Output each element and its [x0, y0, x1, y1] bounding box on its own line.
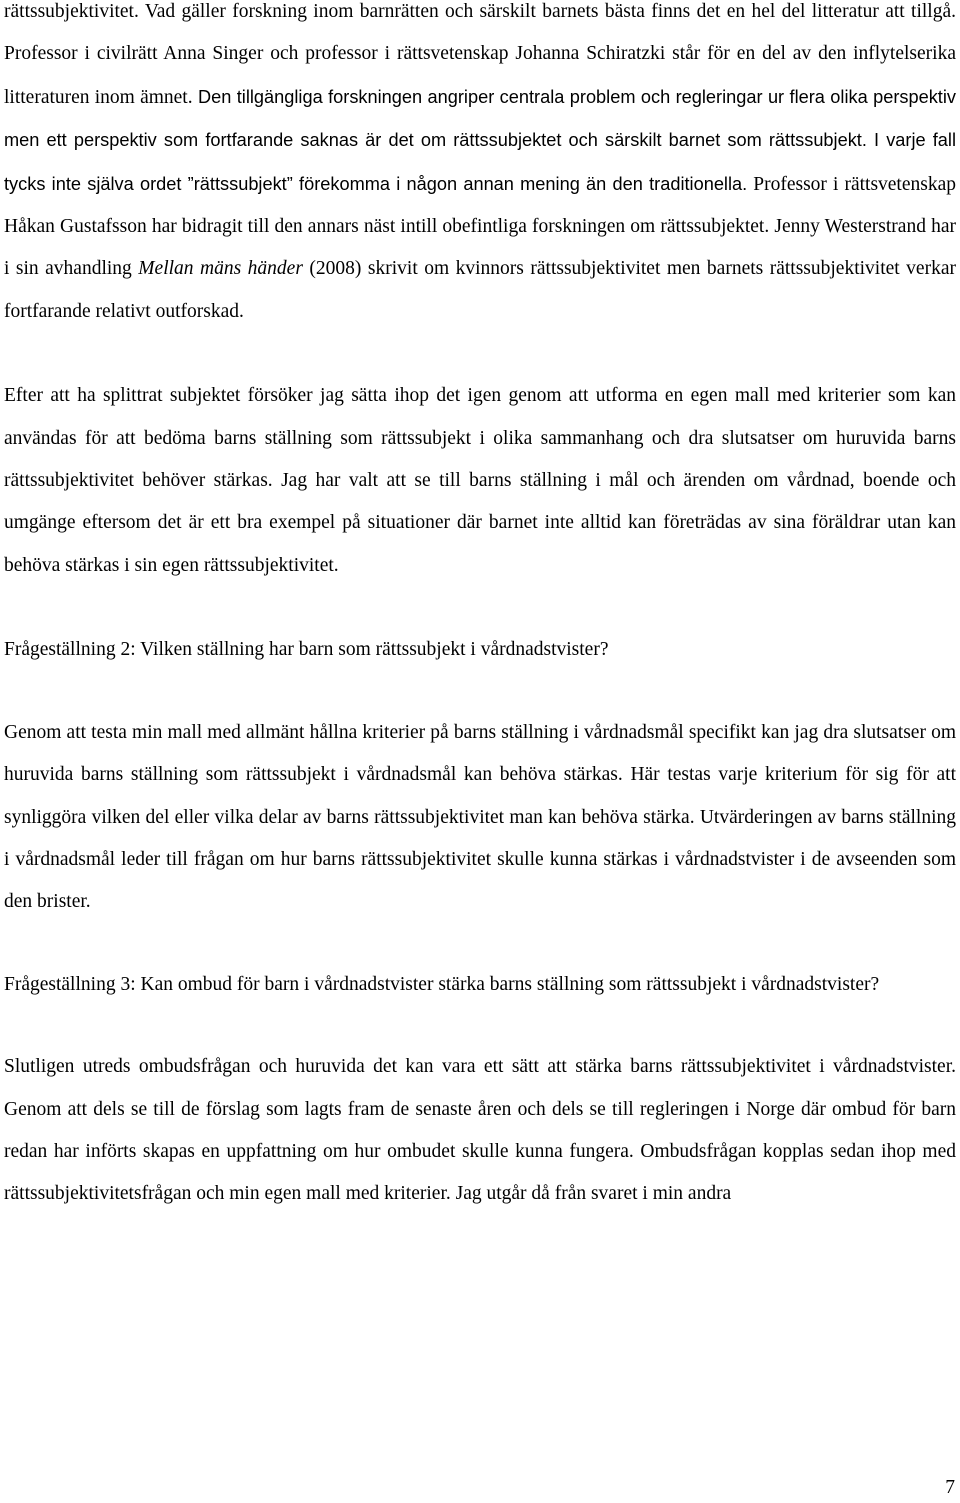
book-title: Mellan mäns händer [138, 258, 303, 280]
text-segment: Jenny Westerstrand har i sin avhandling [4, 216, 957, 280]
document-page [4, 0, 956, 1216]
text-segment: rättssubjektivitet. Vad gäller forskning inom barnrätten och särskilt barnets bästa finns det en hel del litteratur att tillgå. Professor i civilrätt Anna Singer och professor i rättsvetenskap Johanna Schiratzki står för en del av den inflytelserika litteraturen inom ämnet. [4, 1, 956, 108]
research-question-3: Frågeställning 3: Kan ombud för barn i vårdnadstvister stärka barns ställning som rättssubjekt i vårdnadstvister? [4, 973, 880, 995]
text-segment: (2008) skrivit om kvinnors rättssubjektivitet men barnets rättssubjektivitet verkar fortfarande relativt outforskad. [4, 258, 956, 322]
research-question-2: Frågeställning 2: Vilken ställning har barn som rättssubjekt i vårdnadstvister? [4, 639, 609, 661]
paragraph-spacer [4, 1006, 956, 1046]
paragraph-method: Efter att ha splittrat subjektet försöker jag sätta ihop det igen genom att utforma en egen mall med kriterier som kan användas för att bedöma barns ställning som rättssubjekt i olika sammanhang och dra slutsatser om huruvida barns rättssubjektivitet behöver stärkas. Jag har valt att se till barns ställning i mål och ärenden om vårdnad, boende och umgänge eftersom det är ett bra exempel på situationer där barnet inte alltid kan företrädas av sina föräldrar utan kan behöva stärkas i sin egen rättssubjektivitet. [4, 385, 956, 576]
paragraph-research-overview [4, 0, 956, 333]
page-number: 7 [945, 1477, 955, 1498]
paragraph-evaluation: Genom att testa min mall med allmänt hållna kriterier på barns ställning i vårdnadsmål specifikt kan jag dra slutsatser om huruvida barns ställning som rättssubjekt i vårdnadsmål kan behöva stärkas. Här testas varje kriterium för sig för att synliggöra vilken del eller vilka delar av barns rättssubjektivitet man kan behöva stärka. Utvärderingen av barns ställning i vårdnadsmål leder till frågan om hur barns rättssubjektivitet skulle kunna stärkas i vårdnadstvister i de avseenden som den brister. [4, 721, 956, 913]
paragraph-spacer [4, 672, 956, 712]
text-segment: Den tillgängliga forskningen angriper centrala problem och regleringar ur flera olika perspektiv men ett perspektiv som fortfarande saknas är det om rättssubjektet och särskilt barnet som rättssubjekt. [4, 86, 956, 151]
paragraph-ombud: Slutligen utreds ombudsfrågan och huruvida det kan vara ett sätt att stärka barns rättssubjektivitet i vårdnadstvister. Genom att dels se till de förslag som lagts fram de senaste åren och dels se till regleringen i Norge där ombud för barn redan har införts skapas en uppfattning om hur ombudet skulle kunna fungera. Ombudsfrågan kopplas sedan ihop med rättssubjektivitetsfrågan och min egen mall med kriterier. Jag utgår då från svaret i min andra [4, 1056, 956, 1205]
paragraph-spacer [4, 333, 956, 375]
paragraph-spacer [4, 587, 956, 629]
paragraph-spacer [4, 924, 956, 964]
text-segment: Professor i rättsvetenskap Håkan Gustafsson har bidragit till den annars näst intill obefintliga forskningen om rättssubjektet. [4, 173, 957, 238]
text-segment: I varje fall tycks inte själva ordet ”rättssubjekt” förekomma i någon annan mening än den traditionella. [4, 130, 956, 194]
